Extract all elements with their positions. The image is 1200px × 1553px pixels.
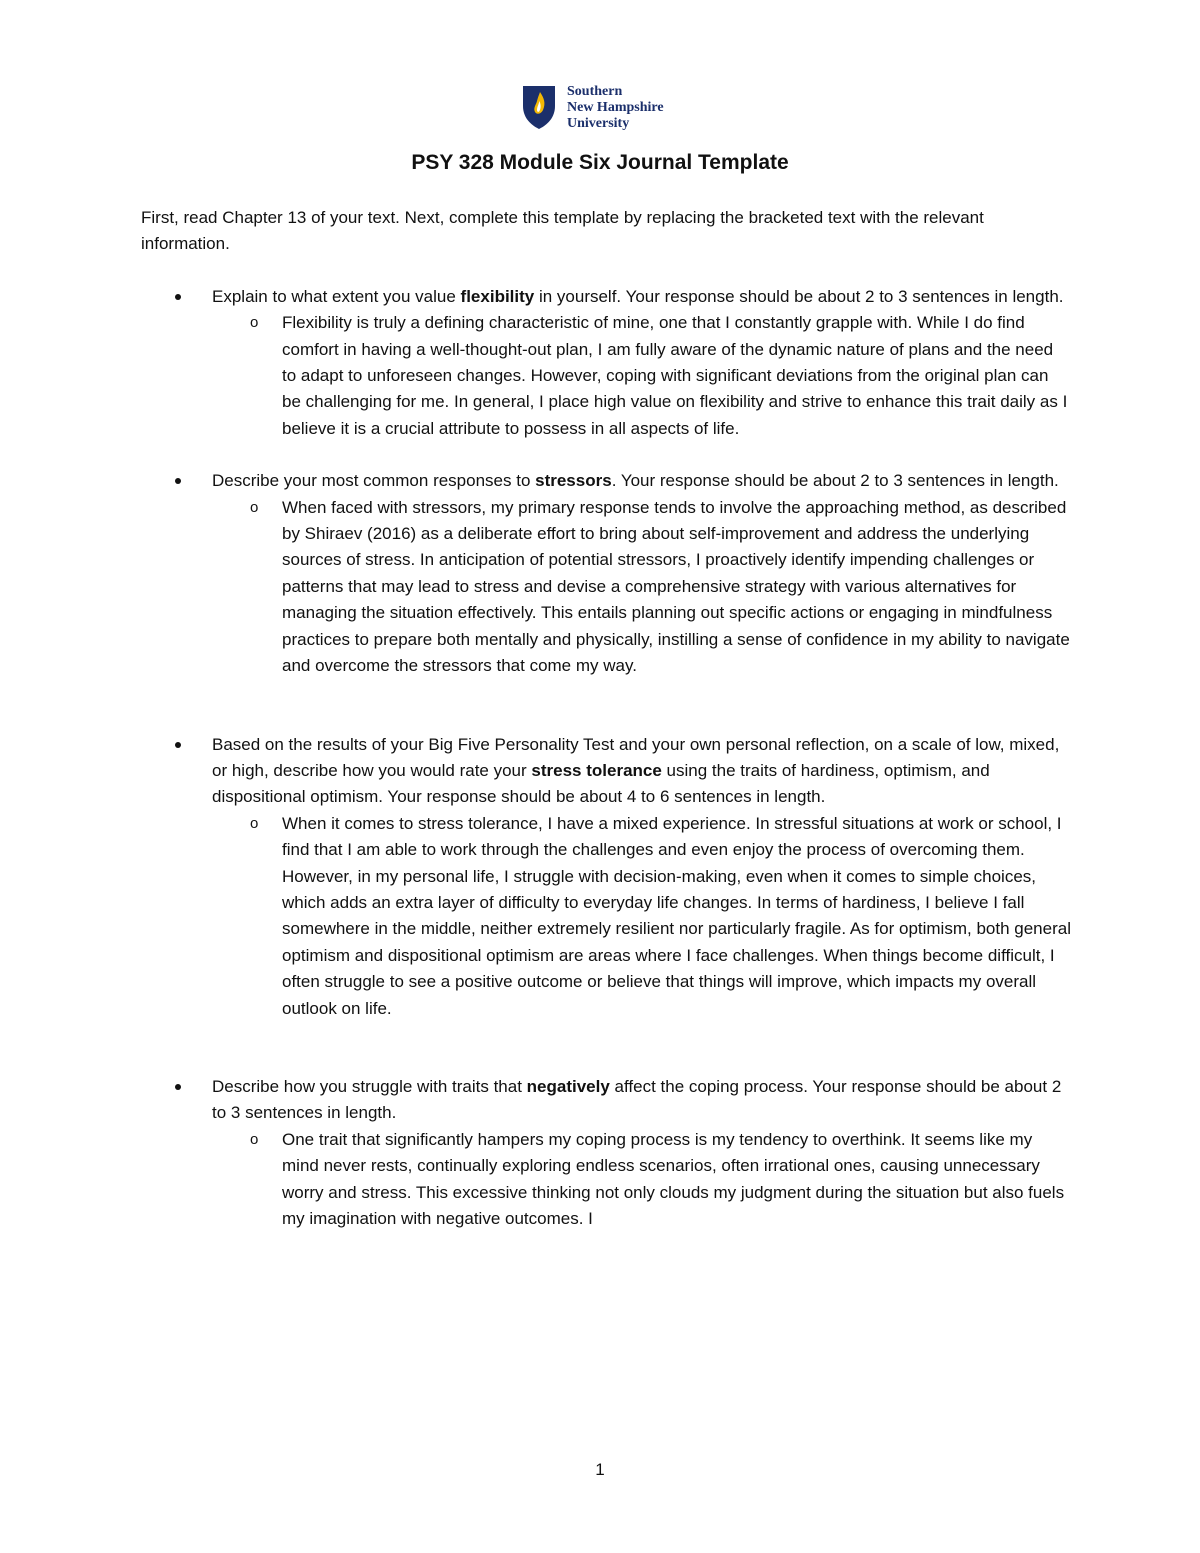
prompt-text: Describe how you struggle with traits that <box>212 1076 527 1096</box>
page-number: 1 <box>595 1460 605 1479</box>
prompt-bullet <box>141 1074 1071 1127</box>
sub-bullet-icon: o <box>250 314 259 332</box>
bullet-dot-icon <box>175 1084 181 1090</box>
prompt-text: Describe your most common responses to <box>212 471 536 491</box>
response-item <box>141 310 1071 442</box>
prompt-keyword: stress tolerance <box>531 760 662 780</box>
sub-bullet-icon: o <box>250 498 259 516</box>
sub-bullet-icon: o <box>250 814 259 832</box>
intro-paragraph: First, read Chapter 13 of your text. Next, complete this template by replacing the bracketed text with the relevant information. <box>141 208 984 254</box>
response-text: When it comes to stress tolerance, I have a mixed experience. In stressful situations at work or school, I find that I am able to work through the challenges and even enjoy the process of overcoming them. However, in my personal life, I struggle with decision-making, even when it comes to simple choices, which adds an extra layer of difficulty to everyday life changes. In terms of hardiness, I believe I fall somewhere in the middle, neither extremely resilient nor particularly fragile. As for optimism, both general optimism and dispositional optimism are areas where I face challenges. When things become difficult, I often struggle to see a positive outcome or believe that things will improve, which impacts my overall outlook on life. <box>282 813 1071 1018</box>
logo-wordmark <box>567 84 664 132</box>
response-item <box>141 1127 1071 1233</box>
university-logo <box>521 84 664 132</box>
prompt-bullet <box>141 732 1071 811</box>
prompt-bullet <box>141 284 1071 310</box>
prompt-text: affect the coping process. Your response should be about 2 to 3 sentences in length. <box>212 1076 1062 1123</box>
prompt-keyword: flexibility <box>460 286 535 306</box>
prompt-keyword: negatively <box>526 1076 610 1096</box>
document-title: PSY 328 Module Six Journal Template <box>411 151 789 174</box>
prompt-text: in yourself. Your response should be about 2 to 3 sentences in length. <box>534 286 1064 306</box>
bullet-dot-icon <box>175 742 181 748</box>
response-text: One trait that significantly hampers my coping process is my tendency to overthink. It seems like my mind never rests, continually exploring endless scenarios, often irrational ones, causing unnecessary worry and stress. This excessive thinking not only clouds my judgment during the situation but also fuels my imagination with negative outcomes. I <box>282 1129 1065 1228</box>
logo-line-2: New Hampshire <box>567 100 664 115</box>
prompt-text: Explain to what extent you value <box>212 286 461 306</box>
bullet-dot-icon <box>175 478 181 484</box>
shield-flame-icon <box>521 84 557 130</box>
sub-bullet-icon: o <box>250 1130 259 1148</box>
response-text: Flexibility is truly a defining characteristic of mine, one that I constantly grapple with. While I do find comfort in having a well-thought-out plan, I am fully aware of the dynamic nature of plans and the need to adapt to unforeseen changes. However, coping with significant deviations from the original plan can be challenging for me. In general, I place high value on flexibility and strive to enhance this trait daily as I believe it is a crucial attribute to possess in all aspects of life. <box>282 313 1068 438</box>
response-item <box>141 495 1071 680</box>
prompt-text: using the traits of hardiness, optimism, and dispositional optimism. Your response should be about 4 to 6 sentences in length. <box>212 760 990 807</box>
response-item <box>141 811 1071 1022</box>
prompt-keyword: stressors <box>535 471 612 491</box>
document-body <box>141 205 1071 1232</box>
prompt-text: Based on the results of your Big Five Personality Test and your own personal reflection, on a scale of low, mixed, or high, describe how you would rate your <box>212 734 1060 780</box>
logo-line-3: University <box>567 116 630 131</box>
response-text: When faced with stressors, my primary response tends to involve the approaching method, as described by Shiraev (2016) as a deliberate effort to bring about self-improvement and address the underlying sources of stress. In anticipation of potential stressors, I proactively identify impending challenges or patterns that may lead to stress and devise a comprehensive strategy with various alternatives for managing the situation effectively. This entails planning out specific actions or engaging in mindfulness practices to prepare both mentally and physically, instilling a sense of confidence in my ability to navigate and overcome the stressors that come my way. <box>282 497 1070 676</box>
prompt-text: . Your response should be about 2 to 3 sentences in length. <box>611 471 1059 491</box>
logo-line-1: Southern <box>567 84 623 99</box>
bullet-dot-icon <box>175 294 181 300</box>
prompt-bullet <box>141 468 1071 494</box>
